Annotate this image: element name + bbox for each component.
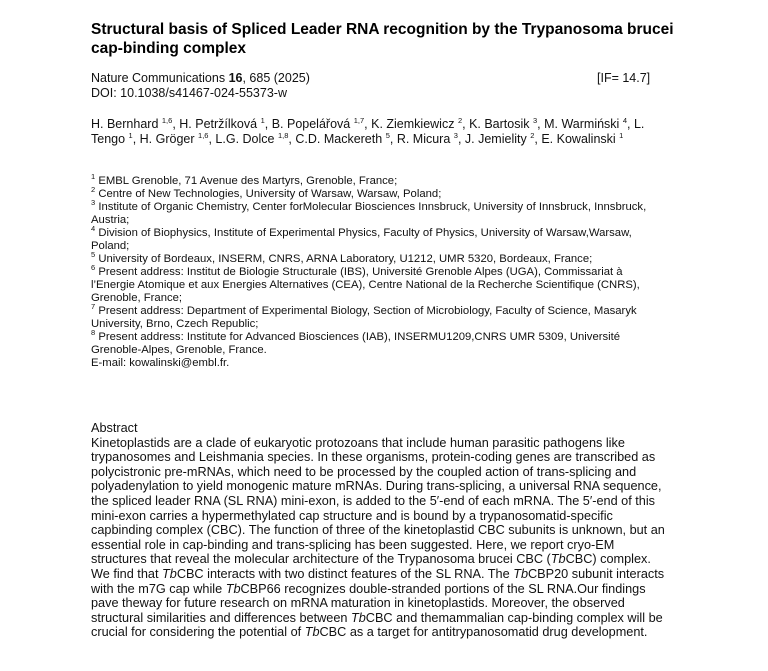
abstract-line: the spliced leader RNA (SL RNA) mini-exon, is added to the 5′-end of each mRNA. The 5′-end of this [91,493,655,508]
affiliation-text: EMBL Grenoble, 71 Avenue des Martyrs, Grenoble, France; [98,175,398,187]
author-affiliation: 5 [385,131,390,140]
affiliation-number: 5 [91,250,96,259]
author: B. Popelářová [271,117,351,131]
title-line: Structural basis of Spliced Leader RNA recognition by the Trypanosoma brucei [91,21,674,38]
affiliation-6 [91,263,646,279]
affiliation-text: University of Bordeaux, INSERM, CNRS, ARNA Laboratory, U1212, UMR 5320, Bordeaux, France; [98,253,593,265]
affiliation-3 [91,198,647,214]
affiliation-8 [91,328,646,344]
author-line: Tengo $^1$, H. Gröger $^{1,6}$, L.G. Dolce $^{1,8}$, C.D. Mackereth $^5$, R. Micura $^3$, J. Jemielity $^2$, E. Kowalinski $^1$ [91,131,624,146]
affiliation-text-cont: Grenoble, France; [91,292,183,304]
affiliation-number: 1 [91,172,96,181]
author: C.D. Mackereth [295,132,383,146]
author: M. Warmiński [544,117,620,131]
abstract-line: Kinetoplastids are a clade of eukaryotic protozoans that include human parasitic pathogens like [91,435,625,450]
author: H. Bernhard [91,117,159,131]
abstract-line: polyadenylation to yield monogenic mature mRNAs. During trans-splicing, a universal RNA sequence, [91,479,662,494]
abstract-line: pave theway for future research on mRNA maturation in kinetoplastids. Moreover, the observed [91,596,625,611]
affiliation-number: 8 [91,328,96,337]
author-affiliation: 1,6 [198,131,209,140]
affiliation-text: Present address: Institut de Biologie Structurale (IBS), Université Grenoble Alpes (UGA), Commissariat à [98,266,623,278]
doi: DOI: 10.1038/s41467-024-55373-w [91,86,287,100]
author: L.G. Dolce [215,132,275,146]
author: K. Bartosik [469,117,530,131]
abstract-line: We find that TbCBC interacts with two distinct features of the SL RNA. The TbCBP20 subunit interacts [91,566,665,581]
author: R. Micura [396,132,451,146]
author-affiliation: 4 [622,116,627,125]
affiliation-text-cont: Grenoble-Alpes, Grenoble, France. [91,344,267,356]
author: H. Gröger [139,132,195,146]
author-line: H. Bernhard $^{1,6}$, H. Petržílková $^1$, B. Popelářová $^{1,7}$, K. Ziemkiewicz $^2$, K. Bartosik $^3$, M. Warmiński $^4$, L. [91,116,645,131]
abstract-line: mini-exon carries a hypermethylated cap structure and is bound by a trypanosomatid-specific [91,508,613,523]
affiliation-2 [91,185,646,201]
affiliation-list [91,172,647,370]
author-affiliation: 3 [532,116,538,125]
author-affiliation: 1,6 [161,116,173,125]
affiliation-7 [91,302,646,318]
affiliation-1 [91,172,646,188]
author-list [91,117,644,147]
affiliation-text: Division of Biophysics, Institute of Experimental Physics, Faculty of Physics, University of Warsaw,Warsaw, [98,227,632,239]
affiliation-number: 4 [91,224,96,233]
abstract-heading: Abstract [91,421,138,435]
author-affiliation: 1,8 [277,131,289,140]
author-affiliation: 1 [619,131,624,140]
contact-email[interactable]: E-mail: kowalinski@embl.fr. [91,357,230,369]
author-affiliation: 2 [457,116,463,125]
abstract-line: essential role in cap-binding and trans-splicing has been suggested. Here, we report cryo-EM [91,537,615,552]
abstract-line: with the m7G cap while TbCBP66 recognizes double-stranded portions of the SL RNA.Our findings [91,581,646,596]
abstract-line: capbinding complex (CBC). The function of three of the kinetoplastid CBC subunits is unknown, but an [91,523,665,538]
affiliation-4 [91,224,646,240]
impact-factor: [IF= 14.7] [597,71,651,85]
author: J. Jemielity [464,132,527,146]
journal-pages-year: , 685 (2025) [242,71,310,85]
affiliation-text: Present address: Institute for Advanced Biosciences (IAB), INSERMU1209,CNRS UMR 5309, Université [98,331,621,343]
author: E. Kowalinski [541,132,616,146]
abstract-line: structures that reveal the molecular architecture of the Trypanosoma brucei CBC (TbCBC) complex. [91,552,651,567]
affiliation-5 [91,250,646,266]
affiliation-text: Institute of Organic Chemistry, Center forMolecular Biosciences Innsbruck, University of Innsbruck, Innsbruck, [98,201,647,213]
affiliation-number: 7 [91,302,96,311]
author-affiliation: 1 [260,116,265,125]
affiliation-number: 2 [91,185,96,194]
affiliation-text-cont: Poland; [91,240,130,252]
affiliation-text-cont: University, Brno, Czech Republic; [91,318,259,330]
author-affiliation: 1,7 [353,116,365,125]
author-affiliation: 3 [453,131,458,140]
journal-volume: 16 [228,71,243,85]
affiliation-text-cont: Austria; [91,214,130,226]
journal-name: Nature Communications [91,71,226,85]
title-line: cap-binding complex [91,40,247,57]
abstract-line: structural similarities and differences between TbCBC and themammalian cap-binding complex will be [91,610,663,625]
abstract-line: trypanosomes and Leishmania species. In these organisms, protein-coding genes are transcribed as [91,450,656,465]
author: H. Petržílková [179,117,258,131]
author-affiliation: 1 [128,131,133,140]
abstract-line: crucial for considering the potential of TbCBC as a target for antitrypanosomatid drug development. [91,625,648,640]
affiliation-text: Centre of New Technologies, University of Warsaw, Warsaw, Poland; [98,188,442,200]
affiliation-text-cont: l’Energie Atomique et aux Energies Alternatives (CEA), Centre National de la Recherche Scientifique (CNRS), [91,279,640,291]
author: K. Ziemkiewicz [371,117,455,131]
affiliation-text: Present address: Department of Experimental Biology, Section of Microbiology, Faculty of Science, Masaryk [98,305,637,317]
journal-citation [91,71,310,86]
paper-title [91,20,711,58]
affiliation-number: 6 [91,263,96,272]
abstract [91,421,665,640]
author-affiliation: 2 [530,131,535,140]
affiliation-number: 3 [91,198,96,207]
abstract-line: polycistronic pre-mRNAs, which need to be processed by the coupled action of trans-splicing and [91,464,637,479]
